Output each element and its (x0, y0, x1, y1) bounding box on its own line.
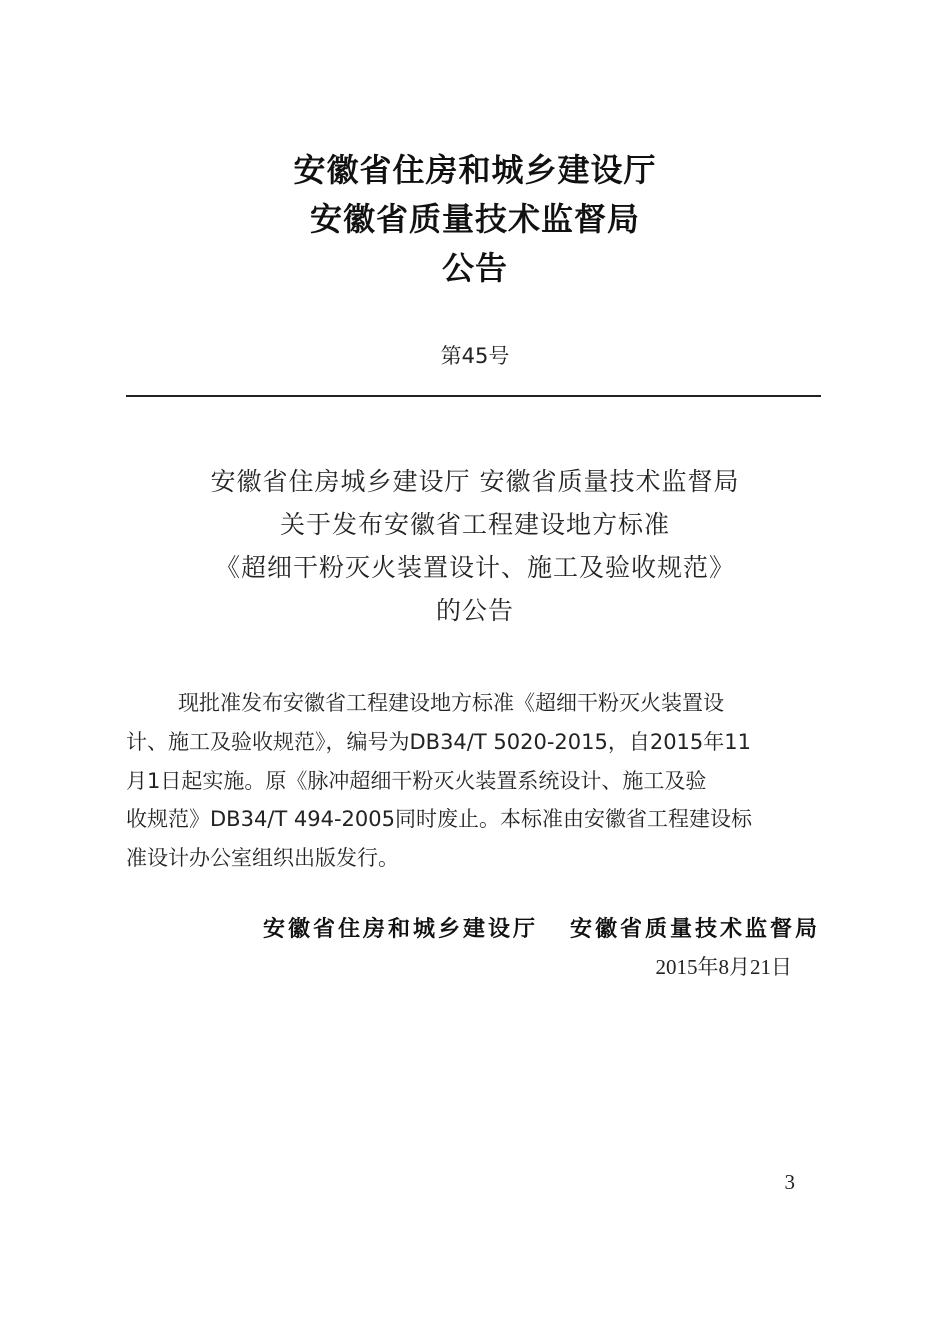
title-line-1: 安徽省住房城乡建设厅 安徽省质量技术监督局 (210, 467, 740, 496)
page-number: 3 (784, 1170, 795, 1194)
body-line-3: 月1日起实施。原《脉冲超细干粉灭火装置系统设计、施工及验 (126, 769, 707, 793)
body-line-1: 现批准发布安徽省工程建设地方标准《超细干粉灭火装置设 (178, 691, 724, 715)
issuer-quality-bureau: 安徽省质量技术监督局 (309, 200, 640, 238)
body-line-5: 准设计办公室组织出版发行。 (126, 846, 399, 870)
signatory: 安徽省住房和城乡建设厅 安徽省质量技术监督局 (263, 917, 820, 942)
body-line-2: 计、施工及验收规范》，编号为DB34/T 5020-2015，自2015年11 (126, 730, 752, 754)
document-number: 第45号 (440, 344, 510, 368)
body-line-4: 收规范》DB34/T 494-2005同时废止。本标准由安徽省工程建设标 (126, 807, 752, 831)
title-line-3: 《超细干粉灭火装置设计、施工及验收规范》 (214, 553, 735, 582)
title-line-2: 关于发布安徽省工程建设地方标准 (279, 510, 670, 539)
doc-type-heading: 公告 (441, 249, 508, 287)
header-divider (126, 395, 821, 397)
issuer-housing-dept: 安徽省住房和城乡建设厅 (293, 151, 657, 189)
signature-date: 2015年8月21日 (655, 955, 792, 979)
title-line-4: 的公告 (435, 596, 514, 625)
